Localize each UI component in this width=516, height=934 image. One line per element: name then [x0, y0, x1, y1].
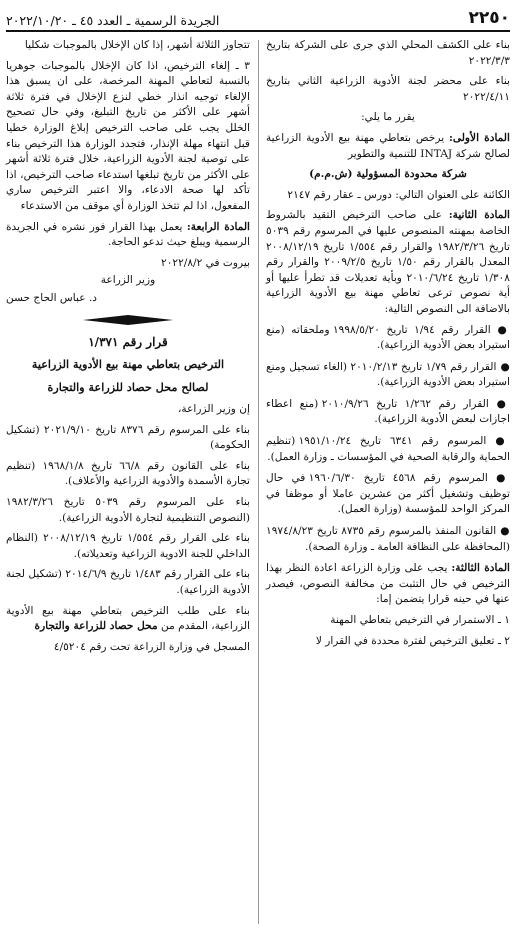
- column-divider: [258, 40, 259, 924]
- article-2: [266, 208, 510, 317]
- article-1-text: يرخص بتعاطي مهنة بيع الأدوية الزراعية لصالح شركة INTAJ للتنمية والتطوير: [266, 131, 510, 160]
- bullet-icon: ●: [490, 323, 510, 336]
- page-header: [6, 6, 510, 32]
- minister-name: د. عباس الحاج حسن: [6, 291, 98, 304]
- section-divider-ornament: [6, 315, 250, 325]
- place-date: بيروت في ٢٠٢٢/٨/٢: [161, 256, 250, 269]
- request-paragraph: بناء على طلب الترخيص بتعاطي مهنة بيع الأدوية الزراعية، المقدم من محل حصاد للزراعة والتجارة: [6, 604, 250, 633]
- bullet-icon: ●: [488, 397, 510, 410]
- paragraph: بناء على المرسوم رقم ٨٣٧٦ تاريخ ٢٠٢١/٩/١٠ (تشكيل الحكومة): [6, 423, 250, 452]
- left-column: [6, 38, 250, 660]
- article-4-label: المادة الرابعة:: [186, 220, 250, 233]
- bullet-icon: ●: [487, 472, 510, 485]
- bullet-icon: ●: [496, 525, 510, 538]
- page-number: ٢٢٥٠: [468, 8, 510, 28]
- company-address: الكائنة على العنوان التالي: دورس ـ عقار رقم ٢١٤٧: [287, 188, 510, 201]
- ornament-icon: [83, 315, 173, 325]
- article-2-text: على صاحب الترخيص التقيد بالشروط الخاصة بمهنته المنصوص عليها في المرسوم رقم ٥٠٣٩ تاريخ ١٩٨٢/٣/٢٦ والقرار رقم ١/٥٥٤ تاريخ ٢٠٠٨/١٢/١٩ المعدل بالقرار رقم ١/٥٠ تاريخ ٢٠٠٩/٢/٥ والقرار رقم ١/٣٠٨ تاريخ ٢٠١٠/٦/٢٤ وبأية تعديلات قد تطرأ عليها أو أية نصوص ترعى تعاطي مهنة بيع الأدوية الزراعية بالاضافة الى النصوص التالية:: [266, 209, 510, 315]
- article-3-label: المادة الثالثة:: [451, 562, 510, 575]
- minister-title: وزير الزراعة: [100, 274, 156, 287]
- bullet-icon: ●: [496, 360, 511, 373]
- decision-title-1: الترخيص بتعاطي مهنة بيع الأدوية الزراعية: [31, 357, 225, 372]
- list-item: ● المرسوم رقم ٦٣٤١ تاريخ ١٩٥١/١٠/٢٤ (تنظيم الحماية والرقابة الصحية في المؤسسات ـ وزارة العمل).: [266, 435, 510, 463]
- bullet-icon: ●: [486, 435, 510, 448]
- gazette-title: الجريدة الرسمية ـ العدد ٤٥ ـ ٢٠٢٢/١٠/٢٠: [6, 13, 220, 28]
- decision-number: قرار رقم ١/٣٧١: [88, 334, 168, 349]
- article-3-item-2: ٢ ـ تعليق الترخيص لفترة محددة في القرار لا: [315, 634, 510, 647]
- article-1-label: المادة الأولى:: [448, 131, 510, 144]
- paragraph: بناء على القرار رقم ١/٥٥٤ تاريخ ٢٠٠٨/١٢/١٩ (النظام الداخلي للجنة الادوية الزراعية وتعديلاته).: [6, 532, 250, 560]
- company-type: شركة محدودة المسؤولية (ش.م.م): [309, 168, 467, 181]
- paragraph: بناء على القانون رقم ٦٦/٨ تاريخ ١٩٦٨/١/٨ (تنظيم تجارة الأسمدة والأدوية الزراعية والأعلاف).: [6, 459, 250, 488]
- continuation-text: تتجاوز الثلاثة أشهر، إذا كان الإخلال بالموجبات شكليا: [24, 39, 250, 51]
- article-3: [266, 561, 510, 608]
- list-item: ● القرار رقم ١/٧٩ تاريخ ٢٠١٠/٢/١٣ (الغاء تسجيل ومنع استيراد بعض الأدوية الزراعية).: [266, 360, 511, 389]
- decides-heading: يقرر ما يلي:: [361, 111, 415, 124]
- article-3-item-1: ١ ـ الاستمرار في الترخيص بتعاطي المهنة: [330, 614, 510, 626]
- list-item: ● القانون المنفذ بالمرسوم رقم ٨٧٣٥ تاريخ ١٩٧٤/٨/٢٣ (المحافظة على النظافة العامة ـ وزارة الصحة).: [266, 525, 510, 553]
- article-3-item-3: ٣ ـ إلغاء الترخيص، اذا كان الإخلال بالموجبات جوهريا بالنسبة لتعاطي المهنة المرخصة، على ان يسبق هذا الإلغاء توجيه انذار خطي لنزع الإخلال في فترة ثلاثة أشهر على الأكثر من تاريخ التبليغ، وفي حال تصحيح الخلل يجب على صاحب الترخيص إبلاغ الوزارة خطيا قبل انتهاء مهلة الإنذار، فتجدد الوزارة هذا الترخيص بناء على توصية لجنة الأدوية الزراعية، خلال فترة ثلاثة أشهر على الأكثر من تاريخ تبلغها استدعاء صاحب الترخيص، اذا تأكد لها صحة الادعاء، والا اعتبر الترخيص ساري المفعول، اذا لم تتخذ الوزارة أي موقف من الاستدعاء: [6, 59, 250, 212]
- paragraph: بناء على المرسوم رقم ٥٠٣٩ تاريخ ١٩٨٢/٣/٢٦ (النصوص التنظيمية لتجارة الأدوية الزراعية).: [6, 496, 250, 524]
- article-4: [6, 220, 250, 251]
- article-4-text: يعمل بهذا القرار فور نشره في الجريدة الرسمية ويبلغ حيث تدعو الحاجة.: [6, 220, 250, 249]
- decision-title-2: لصالح محل حصاد للزراعة والتجارة: [47, 380, 209, 395]
- paragraph: بناء على محضر لجنة الأدوية الزراعية الثاني بتاريخ ٢٠٢٢/٤/١١: [266, 75, 510, 103]
- paragraph: بناء على الكشف المحلي الذي جرى على الشركة بتاريخ ٢٠٢٢/٣/٣: [266, 39, 510, 67]
- article-3-text: يجب على وزارة الزراعة اعادة النظر بهذا الترخيص في حال التثبت من مخالفة النصوص، فيصدر عنها في حينه قرارا يتضمن إما:: [266, 562, 510, 606]
- right-column: [266, 38, 510, 654]
- registration-text: المسجل في وزارة الزراعة تحت رقم ٤/٥٢٠٤: [53, 640, 250, 653]
- article-2-label: المادة الثانية:: [448, 209, 510, 222]
- paragraph: بناء على القرار رقم ١/٤٨٣ تاريخ ٢٠١٤/٦/٩ (تشكيل لجنة الأدوية الزراعية).: [6, 568, 250, 597]
- list-item: ● القرار رقم ١/٢٦٢ تاريخ ٢٠١٠/٩/٢٦ (منع اعطاء اجازات لبعض الأدوية الزراعية).: [266, 397, 510, 426]
- list-item: ● القرار رقم ١/٩٤ تاريخ ١٩٩٨/٥/٢٠ وملحقاته (منع استيراد بعض الأدوية الزراعية).: [266, 323, 510, 352]
- shop-name: محل حصاد للزراعة والتجارة: [34, 620, 158, 633]
- article-1: [266, 131, 510, 162]
- paragraph: إن وزير الزراعة،: [178, 403, 250, 416]
- list-item: ● المرسوم رقم ٤٥٦٨ تاريخ ١٩٦٠/٦/٣٠ في حال توظيف وتشغيل أكثر من عشرين عاملا أو موظفا في المركز الواحد للمؤسسة (وزارة العمل).: [266, 472, 510, 516]
